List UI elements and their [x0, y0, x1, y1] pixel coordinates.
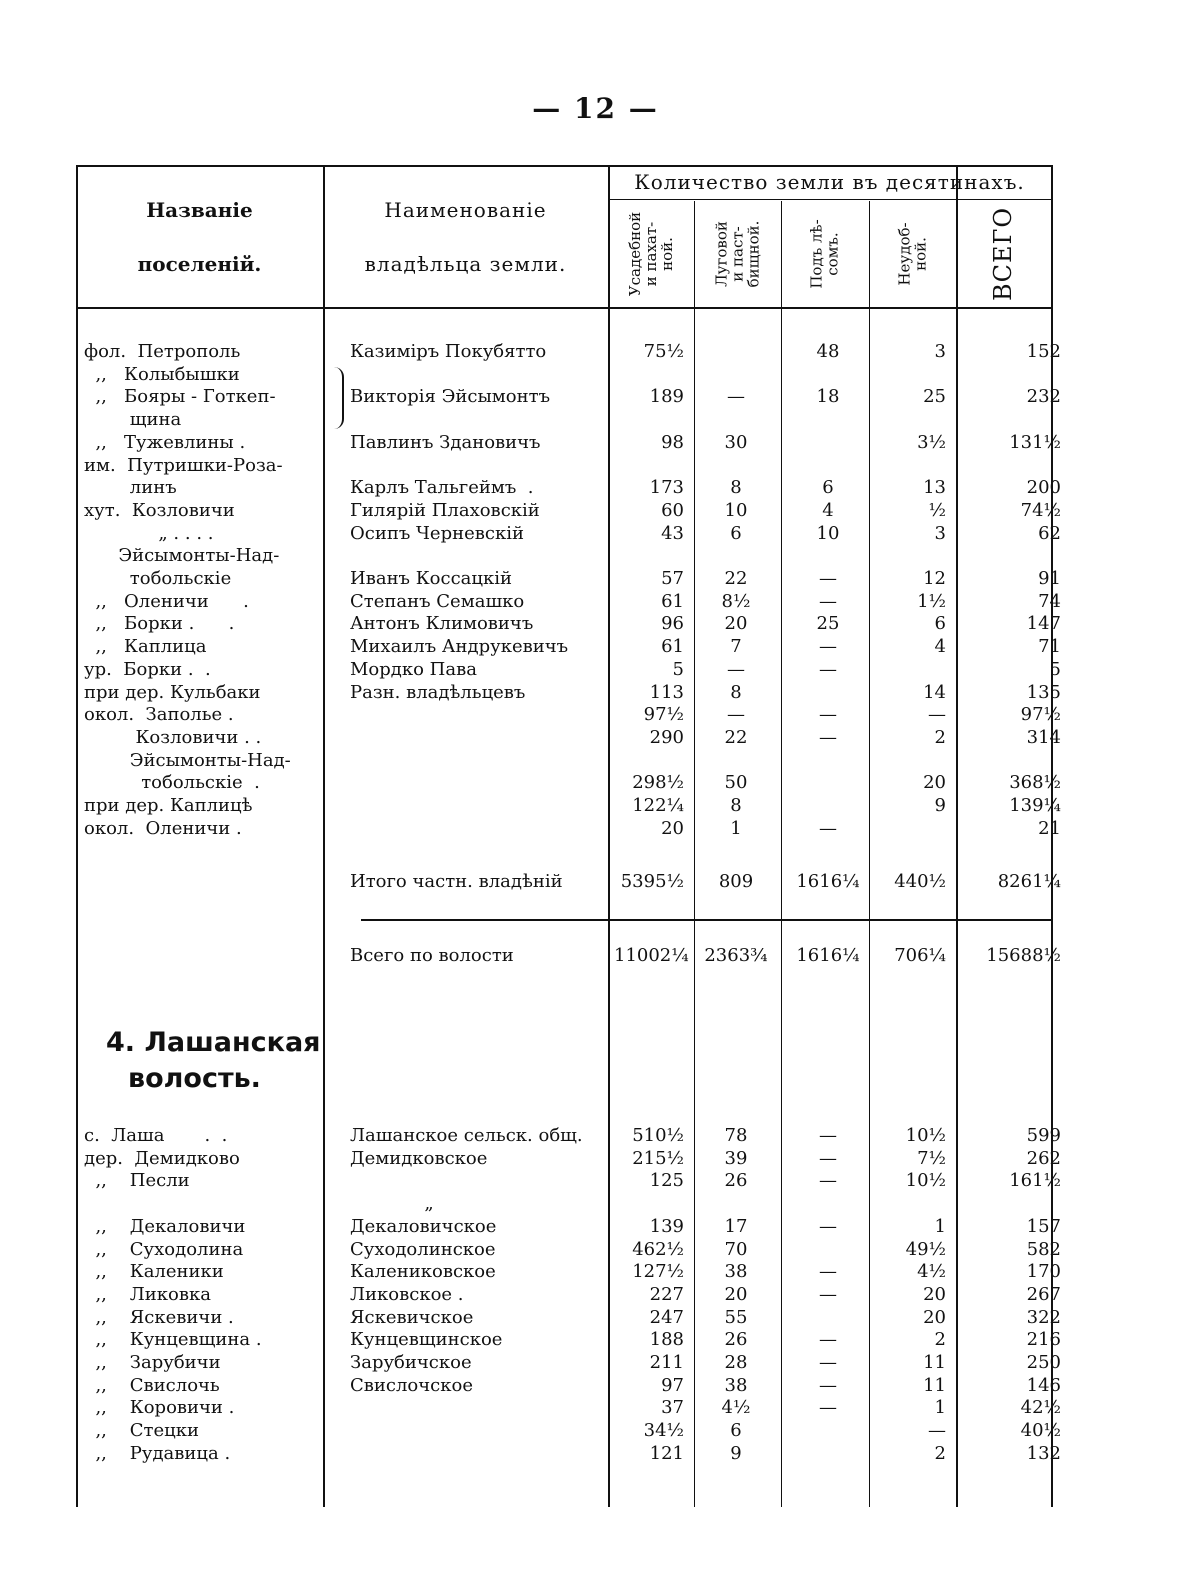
cell-arable: 98 [661, 431, 684, 453]
cell-meadow: 8 [730, 477, 742, 499]
cell-total: 262 [1026, 1147, 1061, 1169]
cell-arable: 20 [661, 817, 684, 839]
cell-arable: 113 [649, 681, 684, 703]
total-volost-total: 15688½ [986, 945, 1061, 966]
owner-name: Павлинъ Здановичъ [350, 431, 541, 453]
cell-forest: — [819, 658, 837, 680]
owner-name: Иванъ Коссацкій [350, 568, 512, 589]
cell-unusable: 10½ [905, 1170, 946, 1192]
cell-total: 170 [1026, 1261, 1061, 1283]
cell-meadow: 22 [724, 726, 748, 748]
cell-arable: 173 [649, 477, 684, 499]
table-row [76, 1329, 1074, 1351]
table-row [76, 613, 1074, 635]
settlement-name: ,, Ликовка [84, 1283, 211, 1305]
settlement-name: ,, Бояры - Готкеп- [84, 386, 276, 408]
settlement-name: ,, Каленики [84, 1261, 224, 1283]
total-private-unusable: 440½ [894, 871, 946, 892]
settlement-name: щина [84, 409, 182, 431]
cell-forest: — [819, 590, 837, 612]
header-arable: Усадебной и пахат- ной. [625, 211, 676, 297]
cell-forest: 10 [816, 522, 840, 544]
cell-meadow: 6 [730, 1420, 742, 1442]
owner-name: Викторія Эйсымонтъ [350, 386, 551, 408]
cell-forest: 6 [822, 477, 834, 499]
cell-forest: — [819, 1283, 837, 1305]
total-volost-label: Всего по волости [350, 945, 514, 966]
table-row [76, 636, 1074, 658]
cell-forest: 4 [822, 499, 834, 521]
cell-meadow: 1 [730, 817, 742, 839]
total-volost-unusable: 706¼ [894, 945, 946, 966]
cell-arable: 247 [649, 1306, 684, 1328]
cell-unusable: 6 [934, 613, 946, 635]
table-row [76, 1420, 1074, 1442]
cell-meadow: 20 [724, 613, 748, 635]
cell-arable: 290 [649, 726, 684, 748]
table-row [76, 772, 1074, 794]
total-private-row [76, 871, 1074, 893]
owner-name: Яскевичское [350, 1306, 474, 1328]
cell-unusable: 4½ [917, 1261, 946, 1283]
settlement-name: ур. Борки . . [84, 658, 211, 680]
cell-total: 152 [1026, 341, 1061, 362]
cell-forest: — [819, 1147, 837, 1169]
section-title-line2: волость. [128, 1063, 261, 1094]
cell-arable: 510½ [632, 1125, 684, 1146]
cell-forest: 18 [816, 386, 840, 408]
settlement-name: ,, Оленичи . [84, 590, 249, 612]
settlement-name: хут. Козловичи [84, 499, 235, 521]
total-volost-forest: 1616¼ [796, 945, 860, 966]
cell-total: 91 [1038, 568, 1061, 589]
owner-name: Декаловичское [350, 1215, 497, 1237]
owner-name: Ликовское . [350, 1283, 464, 1305]
total-volost-row [76, 945, 1074, 967]
cell-arable: 462½ [632, 1238, 684, 1260]
table-row [76, 727, 1074, 749]
cell-meadow: 8 [730, 681, 742, 703]
cell-arable: 97½ [643, 704, 684, 726]
header-owner-col: Наименованіе владѣльца земли. [364, 198, 567, 276]
cell-arable: 298½ [632, 772, 684, 794]
table-row [76, 1307, 1074, 1329]
table-row [76, 500, 1074, 522]
cell-forest: 25 [816, 613, 840, 635]
table-row [76, 568, 1074, 590]
settlement-name: фол. Петрополь [84, 341, 241, 362]
cell-meadow: 7 [730, 636, 742, 658]
owner-name: Мордко Пава [350, 658, 477, 680]
table-row [76, 409, 1074, 431]
cell-total: 216 [1026, 1329, 1061, 1351]
owner-name: Казиміръ Покубятто [350, 341, 547, 362]
settlement-name: тобольскіе . [84, 772, 260, 794]
cell-unusable: 4 [934, 636, 946, 658]
cell-meadow: 26 [724, 1170, 748, 1192]
settlement-name: ,, Кунцевщина . [84, 1329, 262, 1351]
cell-meadow: 9 [730, 1442, 742, 1464]
cell-unusable: 9 [934, 795, 946, 816]
cell-unusable: — [928, 704, 946, 726]
cell-meadow: 22 [724, 568, 748, 589]
cell-arable: 43 [661, 522, 684, 544]
cell-unusable: 3½ [917, 431, 946, 453]
table-row [76, 1148, 1074, 1170]
header-meadow: Луговой и паст- бищной. [712, 220, 763, 288]
cell-unusable: 20 [923, 1306, 946, 1328]
settlement-name: ,, Зарубичи [84, 1352, 221, 1373]
owner-name: Михаилъ Андрукевичъ [350, 636, 569, 658]
cell-total: 582 [1026, 1238, 1061, 1260]
table-row [76, 818, 1074, 840]
settlement-name: дер. Демидково [84, 1147, 240, 1169]
cell-arable: 139 [649, 1215, 684, 1237]
cell-arable: 34½ [643, 1420, 684, 1442]
header-group-title: Количество земли въ десятинахъ. [634, 170, 1025, 194]
cell-unusable: 2 [934, 1329, 946, 1351]
total-volost-meadow: 2363¾ [704, 945, 768, 966]
cell-meadow: 6 [730, 522, 742, 544]
settlement-name: линъ [84, 477, 177, 499]
table-row [76, 1397, 1074, 1419]
cell-unusable: 1 [934, 1215, 946, 1237]
table-row [76, 1375, 1074, 1397]
cell-total: 314 [1026, 726, 1061, 748]
table-row [76, 1261, 1074, 1283]
settlement-name: ,, Колыбышки [84, 363, 240, 385]
table-row [76, 591, 1074, 613]
table-row [76, 1193, 1074, 1215]
cell-unusable: 20 [923, 772, 946, 794]
owner-name: Зарубичское [350, 1352, 472, 1373]
rule-totals [361, 919, 1051, 921]
cell-total: 71 [1038, 636, 1061, 658]
cell-forest: — [819, 1397, 837, 1419]
cell-arable: 122¼ [632, 795, 684, 816]
cell-arable: 96 [661, 613, 684, 635]
cell-arable: 57 [661, 568, 684, 589]
table-row [76, 1170, 1074, 1192]
owner-name: Суходолинское [350, 1238, 496, 1260]
table-row [76, 1443, 1074, 1465]
cell-unusable: 2 [934, 1442, 946, 1464]
cell-forest: — [819, 704, 837, 726]
settlement-name: с. Лаша . . [84, 1125, 228, 1146]
cell-meadow: 70 [724, 1238, 748, 1260]
cell-meadow: 26 [724, 1329, 748, 1351]
cell-arable: 37 [661, 1397, 684, 1419]
settlement-name: ,, Свислочь [84, 1374, 220, 1396]
owner-name: Гилярій Плаховскій [350, 499, 540, 521]
settlement-name: окол. Оленичи . [84, 817, 242, 839]
cell-arable: 61 [661, 636, 684, 658]
cell-unusable: ½ [928, 499, 946, 521]
cell-unusable: 1 [934, 1397, 946, 1419]
settlement-name: им. Путришки-Роза- [84, 454, 283, 476]
cell-total: 146 [1026, 1374, 1061, 1396]
cell-forest: — [819, 1374, 837, 1396]
settlement-name: ,, Борки . . [84, 613, 235, 635]
owner-name: Демидковское [350, 1147, 488, 1169]
cell-total: 21 [1038, 817, 1061, 839]
cell-unusable: 7½ [917, 1147, 946, 1169]
settlement-name: ,, Стецки [84, 1420, 199, 1442]
header-forest: Подъ лѣ- сомъ. [808, 219, 842, 289]
cell-unusable: 11 [923, 1374, 946, 1396]
cell-total: 74 [1038, 590, 1061, 612]
cell-unusable: 13 [923, 477, 946, 499]
cell-meadow: 50 [724, 772, 748, 794]
rule-header-bottom [76, 307, 1051, 309]
owner-name: Карлъ Тальгеймъ . [350, 477, 534, 499]
cell-total: 200 [1026, 477, 1061, 499]
cell-total: 132 [1026, 1442, 1061, 1464]
cell-meadow: 4½ [721, 1397, 751, 1419]
settlement-name: ,, Рудавица . [84, 1442, 231, 1464]
settlement-name: ,, Песли [84, 1170, 190, 1192]
header-total: ВСЕГО [989, 206, 1018, 302]
cell-total: 5 [1049, 658, 1061, 680]
settlement-name: Козловичи . . [84, 726, 262, 748]
cell-unusable: 49½ [905, 1238, 946, 1260]
table-row [76, 1352, 1074, 1374]
cell-meadow: 20 [724, 1283, 748, 1305]
cell-arable: 227 [649, 1283, 684, 1305]
table-row [76, 523, 1074, 545]
table-row [76, 545, 1074, 567]
total-private-meadow: 809 [718, 871, 754, 892]
cell-forest: — [819, 1170, 837, 1192]
settlement-name: при дер. Каплицѣ [84, 795, 253, 816]
cell-total: 368½ [1009, 772, 1061, 794]
cell-unusable: 3 [934, 341, 946, 362]
cell-forest: — [819, 1329, 837, 1351]
owner-name: Разн. владѣльцевъ [350, 681, 526, 703]
cell-arable: 5 [672, 658, 684, 680]
settlement-name: ,, Декаловичи [84, 1215, 246, 1237]
cell-unusable: 12 [923, 568, 946, 589]
cell-forest: — [819, 1261, 837, 1283]
cell-arable: 188 [649, 1329, 684, 1351]
cell-arable: 97 [661, 1374, 684, 1396]
rule-group-title [608, 199, 1051, 200]
cell-arable: 189 [649, 386, 684, 408]
cell-forest: — [819, 1352, 837, 1373]
cell-total: 131½ [1009, 431, 1061, 453]
table-row [76, 750, 1074, 772]
table-row [76, 659, 1074, 681]
settlement-name: ,, Яскевичи . [84, 1306, 234, 1328]
cell-total: 42½ [1020, 1397, 1061, 1419]
cell-unusable: — [928, 1420, 946, 1442]
total-private-arable: 5395½ [620, 871, 684, 892]
cell-unusable: 3 [934, 522, 946, 544]
header-unusable: Неудоб- ной. [895, 222, 930, 286]
cell-arable: 215½ [632, 1147, 684, 1169]
cell-unusable: 10½ [905, 1125, 946, 1146]
settlement-name: ,, Коровичи . [84, 1397, 235, 1419]
cell-unusable: 20 [923, 1283, 946, 1305]
settlement-name: Эйсымонты-Над- [84, 545, 280, 567]
cell-total: 267 [1026, 1283, 1061, 1305]
cell-unusable: 11 [923, 1352, 946, 1373]
table-row [76, 1216, 1074, 1238]
cell-forest: — [819, 568, 837, 589]
table-row [76, 1284, 1074, 1306]
table-row [76, 795, 1074, 817]
cell-meadow: — [727, 658, 745, 680]
settlement-name: ,, Суходолина [84, 1238, 244, 1260]
cell-meadow: 28 [724, 1352, 748, 1373]
cell-total: 599 [1026, 1125, 1061, 1146]
table-row [76, 341, 1074, 363]
cell-meadow: — [727, 704, 745, 726]
cell-unusable: 1½ [917, 590, 946, 612]
owner-name: „ [350, 1193, 434, 1215]
settlement-name: при дер. Кульбаки [84, 681, 261, 703]
owner-name: Степанъ Семашко [350, 590, 525, 612]
cell-meadow: 30 [724, 431, 748, 453]
owner-name: Свислочское [350, 1374, 473, 1396]
cell-forest: — [819, 1125, 837, 1146]
cell-arable: 125 [649, 1170, 684, 1192]
cell-total: 157 [1026, 1215, 1061, 1237]
cell-meadow: 38 [724, 1261, 748, 1283]
cell-forest: — [819, 817, 837, 839]
cell-arable: 211 [649, 1352, 684, 1373]
cell-arable: 75½ [643, 341, 684, 362]
cell-total: 322 [1026, 1306, 1061, 1328]
cell-meadow: 55 [724, 1306, 748, 1328]
cell-total: 139¼ [1009, 795, 1061, 816]
table-row [76, 1125, 1074, 1147]
table-row [76, 455, 1074, 477]
settlement-name: „ . . . . [84, 522, 214, 544]
cell-unusable: 25 [923, 386, 946, 408]
cell-arable: 60 [661, 499, 684, 521]
cell-meadow: 78 [724, 1125, 748, 1146]
cell-total: 232 [1026, 386, 1061, 408]
cell-total: 147 [1026, 613, 1061, 635]
cell-total: 74½ [1020, 499, 1061, 521]
settlement-name: тобольскіе [84, 568, 232, 589]
table-row [76, 477, 1074, 499]
table-row [76, 432, 1074, 454]
cell-unusable: 14 [923, 681, 946, 703]
owner-name: Антонъ Климовичъ [350, 613, 534, 635]
cell-meadow: 8½ [721, 590, 751, 612]
cell-arable: 61 [661, 590, 684, 612]
cell-forest: 48 [816, 341, 840, 362]
cell-meadow: 8 [730, 795, 742, 816]
total-volost-arable: 11002¼ [614, 945, 689, 966]
cell-meadow: 10 [724, 499, 748, 521]
cell-total: 161½ [1009, 1170, 1061, 1192]
table-row [76, 1239, 1074, 1261]
land-table [76, 165, 1074, 1507]
table-row [76, 386, 1074, 408]
cell-total: 62 [1038, 522, 1061, 544]
cell-total: 97½ [1020, 704, 1061, 726]
owner-name: Кунцевщинское [350, 1329, 503, 1351]
cell-arable: 127½ [632, 1261, 684, 1283]
table-row [76, 364, 1074, 386]
page-number: — 12 — [532, 92, 659, 125]
cell-forest: — [819, 726, 837, 748]
cell-total: 135 [1026, 681, 1061, 703]
cell-forest: — [819, 636, 837, 658]
table-row [76, 682, 1074, 704]
total-private-label: Итого частн. владѣній [350, 871, 563, 892]
cell-meadow: — [727, 386, 745, 408]
settlement-name: окол. Заполье . [84, 704, 234, 726]
section-heading [106, 1025, 321, 1097]
owner-name: Лашанское сельск. общ. [350, 1125, 583, 1146]
cell-total: 250 [1026, 1352, 1061, 1373]
settlement-name: ,, Каплица [84, 636, 207, 658]
cell-meadow: 17 [724, 1215, 748, 1237]
total-private-forest: 1616¼ [796, 871, 860, 892]
cell-unusable: 2 [934, 726, 946, 748]
settlement-name: ,, Тужевлины . [84, 431, 246, 453]
owner-name: Осипъ Черневскій [350, 522, 524, 544]
cell-meadow: 38 [724, 1374, 748, 1396]
owner-name: Калениковское [350, 1261, 496, 1283]
settlement-name: Эйсымонты-Над- [84, 749, 291, 771]
total-private-total: 8261¼ [997, 871, 1061, 892]
cell-arable: 121 [649, 1442, 684, 1464]
cell-forest: — [819, 1215, 837, 1237]
section-title-line1: 4. Лашанская [106, 1027, 321, 1058]
header-name-col: Названіе поселеній. [137, 198, 262, 276]
table-row [76, 704, 1074, 726]
cell-meadow: 39 [724, 1147, 748, 1169]
cell-total: 40½ [1020, 1420, 1061, 1442]
